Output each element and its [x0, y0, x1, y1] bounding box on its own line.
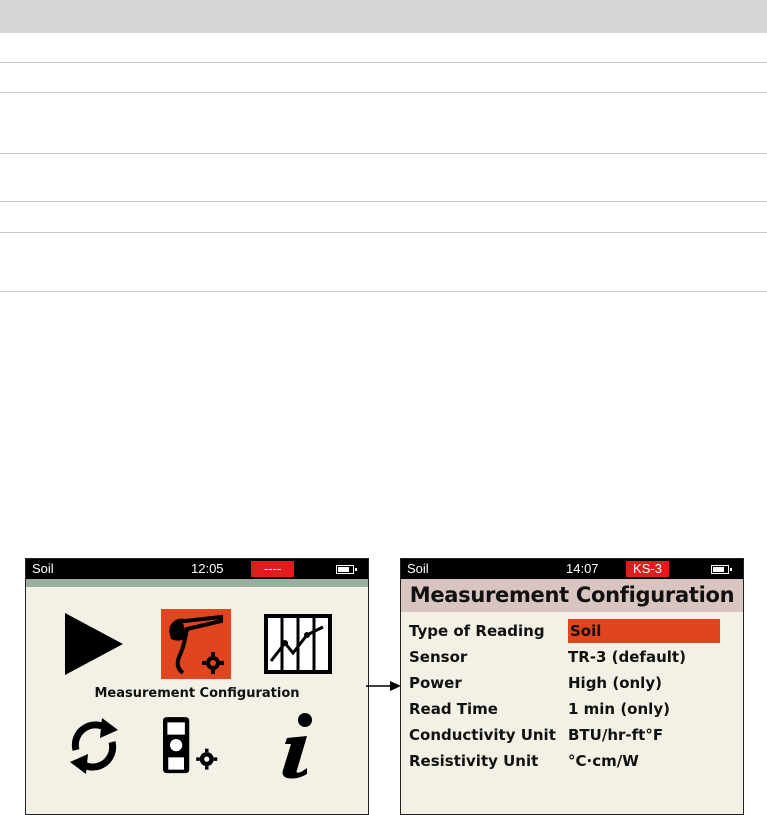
- page-title: Measurement Configuration: [401, 579, 743, 612]
- arrow-right-icon: [366, 678, 402, 699]
- battery-icon: [711, 565, 729, 574]
- status-bar: [26, 559, 368, 579]
- status-time: 14:07: [566, 561, 599, 576]
- config-value[interactable]: BTU/hr-ft°F: [568, 726, 664, 744]
- status-mode: Soil: [407, 561, 429, 576]
- status-bar: [401, 559, 743, 579]
- info-icon[interactable]: [263, 711, 333, 781]
- play-icon[interactable]: [59, 609, 129, 679]
- status-badge: ----: [251, 561, 294, 577]
- status-mode: Soil: [32, 561, 54, 576]
- config-row-type-of-reading[interactable]: [409, 618, 739, 644]
- config-value[interactable]: High (only): [568, 674, 662, 692]
- table: [0, 0, 767, 292]
- config-value-selected[interactable]: Soil: [568, 619, 720, 643]
- config-label: Conductivity Unit: [409, 726, 556, 744]
- table-row: [0, 233, 767, 292]
- config-label: Resistivity Unit: [409, 752, 539, 770]
- main-menu-screen: [25, 558, 369, 815]
- config-row-read-time[interactable]: [409, 696, 739, 722]
- config-value[interactable]: 1 min (only): [568, 700, 670, 718]
- table-row: [0, 33, 767, 63]
- table-row: [0, 63, 767, 93]
- device-config-icon[interactable]: [156, 711, 226, 781]
- table-row: [0, 93, 767, 154]
- config-value[interactable]: °C·cm/W: [568, 752, 639, 770]
- config-label: Read Time: [409, 700, 498, 718]
- config-label: Sensor: [409, 648, 468, 666]
- config-label: Type of Reading: [409, 622, 545, 640]
- table-row: [0, 202, 767, 233]
- config-row-conductivity-unit[interactable]: [409, 722, 739, 748]
- table-row: [0, 154, 767, 202]
- table-header: [0, 0, 767, 33]
- measurement-config-screen: [400, 558, 744, 815]
- config-row-resistivity-unit[interactable]: [409, 748, 739, 774]
- config-row-power[interactable]: [409, 670, 739, 696]
- sensor-config-icon[interactable]: [161, 609, 231, 679]
- config-label: Power: [409, 674, 462, 692]
- menu-strip: [26, 579, 368, 587]
- graph-icon[interactable]: [263, 609, 333, 679]
- status-badge: KS-3: [626, 561, 669, 577]
- battery-icon: [336, 565, 354, 574]
- sync-icon[interactable]: [59, 711, 129, 781]
- status-time: 12:05: [191, 561, 224, 576]
- config-value[interactable]: TR-3 (default): [568, 648, 686, 666]
- config-row-sensor[interactable]: [409, 644, 739, 670]
- menu-caption: Measurement Configuration: [94, 686, 300, 701]
